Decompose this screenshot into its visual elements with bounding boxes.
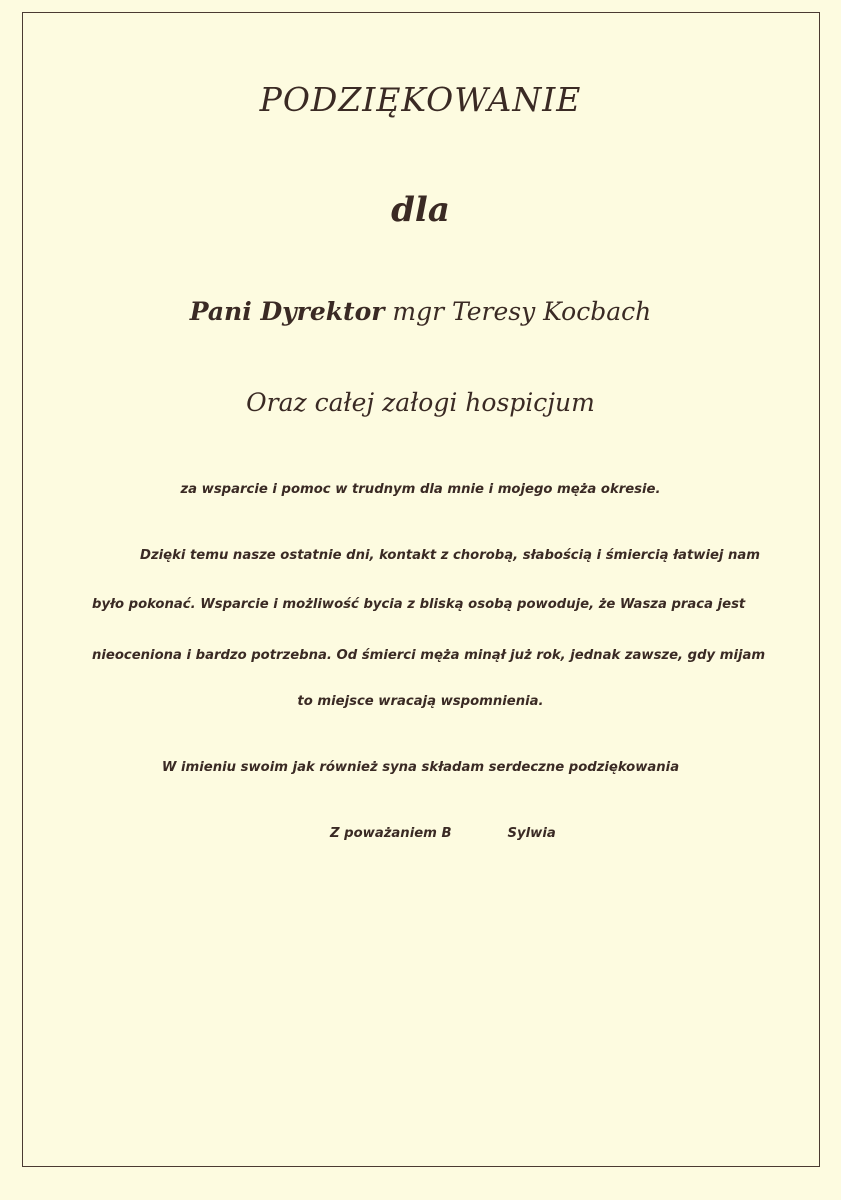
body-line-5: to miejsce wracają wspomnienia. bbox=[297, 694, 544, 709]
letter-title: PODZIĘKOWANIE bbox=[259, 80, 582, 119]
signature-name: Sylwia bbox=[507, 826, 556, 841]
dedication-word: dla bbox=[391, 190, 450, 230]
body-line-4: nieoceniona i bardzo potrzebna. Od śmierci męża minął już rok, jednak zawsze, gdy mijam bbox=[92, 648, 766, 663]
page-border bbox=[22, 12, 820, 1167]
body-line-2: Dzięki temu nasze ostatnie dni, kontakt z chorobą, słabością i śmiercią łatwiej nam bbox=[140, 548, 761, 563]
body-line-3: było pokonać. Wsparcie i możliwość bycia z bliską osobą powoduje, że Wasza praca jest bbox=[92, 597, 746, 612]
recipient-title: Pani Dyrektor bbox=[189, 297, 385, 326]
body-line-6: W imieniu swoim jak również syna składam serdeczne podziękowania bbox=[161, 760, 680, 775]
recipient-line bbox=[0, 297, 841, 326]
staff-line: Oraz całej załogi hospicjum bbox=[246, 388, 595, 417]
body-line-1: za wsparcie i pomoc w trudnym dla mnie i mojego męża okresie. bbox=[180, 482, 661, 497]
signature-prefix: Z poważaniem B bbox=[330, 826, 452, 841]
recipient-name: mgr Teresy Kocbach bbox=[392, 297, 652, 326]
signature-line bbox=[330, 826, 630, 841]
